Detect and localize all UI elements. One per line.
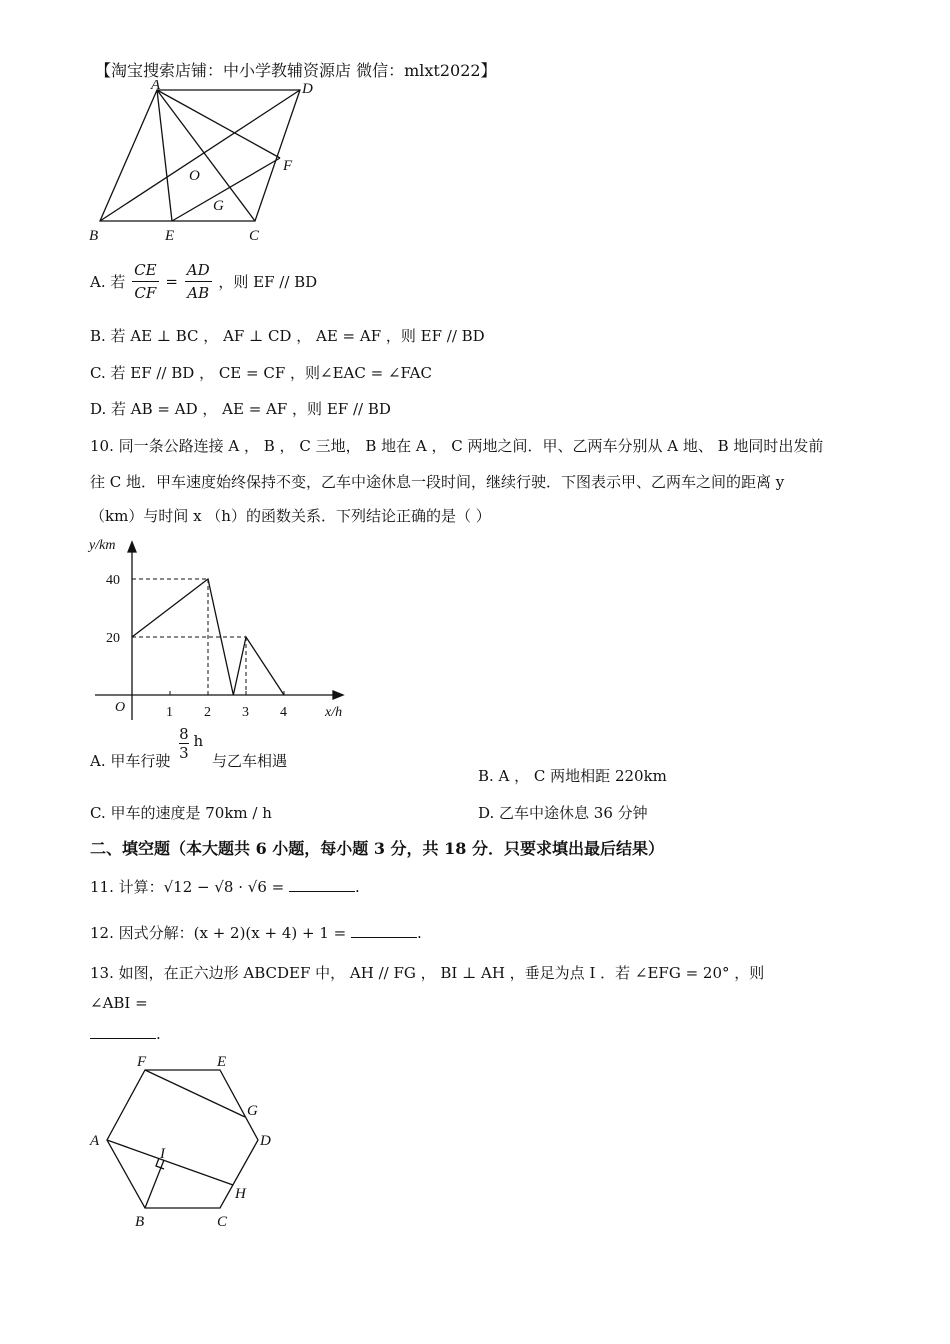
label-d: D	[260, 1133, 271, 1149]
diagonal-bd	[100, 90, 300, 221]
section-2-heading: 二、填空题（本大题共 6 小题，每小题 3 分，共 18 分．只要求填出最后结果）	[90, 839, 664, 858]
q9-option-d: D. 若 AB = AD ， AE = AF ，则 EF // BD	[90, 400, 391, 418]
y-axis-arrow	[128, 542, 136, 552]
q10-line-1: 10. 同一条公路连接 A ， B ， C 三地， B 地在 A ， C 两地之间．甲、乙两车分别从 A 地、 B 地同时出发前	[90, 437, 824, 455]
label-g: G	[213, 198, 224, 214]
label-i: I	[160, 1146, 165, 1162]
label-a: A	[151, 80, 161, 93]
q10-option-c: C. 甲车的速度是 70km / h	[90, 804, 272, 822]
label-c: C	[249, 228, 260, 244]
label-e: E	[217, 1054, 227, 1070]
label-d: D	[302, 81, 313, 97]
q12-answer-blank[interactable]	[351, 923, 417, 938]
label-e: E	[165, 228, 175, 244]
label-o: O	[189, 168, 200, 184]
y-axis-label: y/km	[89, 538, 116, 553]
segment-fg	[145, 1070, 245, 1117]
q13-line-1: 13. 如图，在正六边形 ABCDEF 中， AH // FG ， BI ⊥ AH ，垂足为点 I ．若 ∠EFG = 20° ，则	[90, 964, 765, 982]
x-axis-arrow	[333, 691, 343, 699]
x-tick-label-1: 1	[166, 705, 173, 720]
distance-time-chart	[85, 535, 355, 725]
q10-option-d: D. 乙车中途休息 36 分钟	[478, 804, 648, 822]
x-tick-label-2: 2	[204, 705, 211, 720]
q11-answer-blank[interactable]	[289, 877, 355, 892]
label-a: A	[90, 1133, 100, 1149]
x-axis-label: x/h	[325, 705, 343, 720]
label-h: H	[235, 1186, 246, 1202]
q13-answer-line: .	[90, 1024, 161, 1043]
q10-line-3: （km）与时间 x （h）的函数关系．下列结论正确的是（ ）	[90, 507, 491, 525]
x-tick-label-4: 4	[280, 705, 287, 720]
y-tick-label-20: 20	[106, 631, 120, 646]
q10-option-a: A. 甲车行驶 $\frac{8}{3}$ h 与乙车相遇	[90, 725, 287, 770]
q9-option-a: A. 若 $\frac{CE}{CF}$ = $\frac{AD}{AB}$ ，则 EF // BD	[90, 261, 318, 302]
segment-ae	[157, 90, 172, 221]
q12: 12. 因式分解：(x + 2)(x + 4) + 1 = .	[90, 924, 422, 942]
hexagon-figure	[85, 1050, 295, 1235]
label-f: F	[137, 1054, 147, 1070]
q9-option-b: B. 若 AE ⊥ BC ， AF ⊥ CD ， AE = AF ，则 EF // BD	[90, 327, 485, 345]
y-tick-label-40: 40	[106, 573, 120, 588]
label-g: G	[247, 1103, 258, 1119]
q10-option-b: B. A ， C 两地相距 220km	[478, 767, 667, 785]
q11: 11. 计算：√12 − √8 · √6 = .	[90, 878, 360, 896]
segment-af	[157, 90, 280, 158]
segment-ah	[107, 1140, 233, 1185]
q13-line-2: ∠ABI =	[90, 994, 148, 1012]
label-b: B	[89, 228, 99, 244]
parallelogram-figure	[85, 80, 325, 250]
x-tick-label-3: 3	[242, 705, 249, 720]
label-f: F	[283, 158, 293, 174]
label-c: C	[217, 1214, 228, 1230]
header-banner: 【淘宝搜索店铺：中小学教辅资源店 微信：mlxt2022】	[95, 61, 497, 80]
origin-label: O	[115, 700, 126, 715]
q13-answer-blank[interactable]	[90, 1024, 156, 1039]
label-b: B	[135, 1214, 145, 1230]
q9-option-c: C. 若 EF // BD ， CE = CF ，则∠EAC = ∠FAC	[90, 364, 432, 382]
q10-line-2: 往 C 地．甲车速度始终保持不变，乙车中途休息一段时间，继续行驶．下图表示甲、乙两车之间的距离 y	[90, 473, 785, 491]
segment-bi	[145, 1160, 164, 1208]
